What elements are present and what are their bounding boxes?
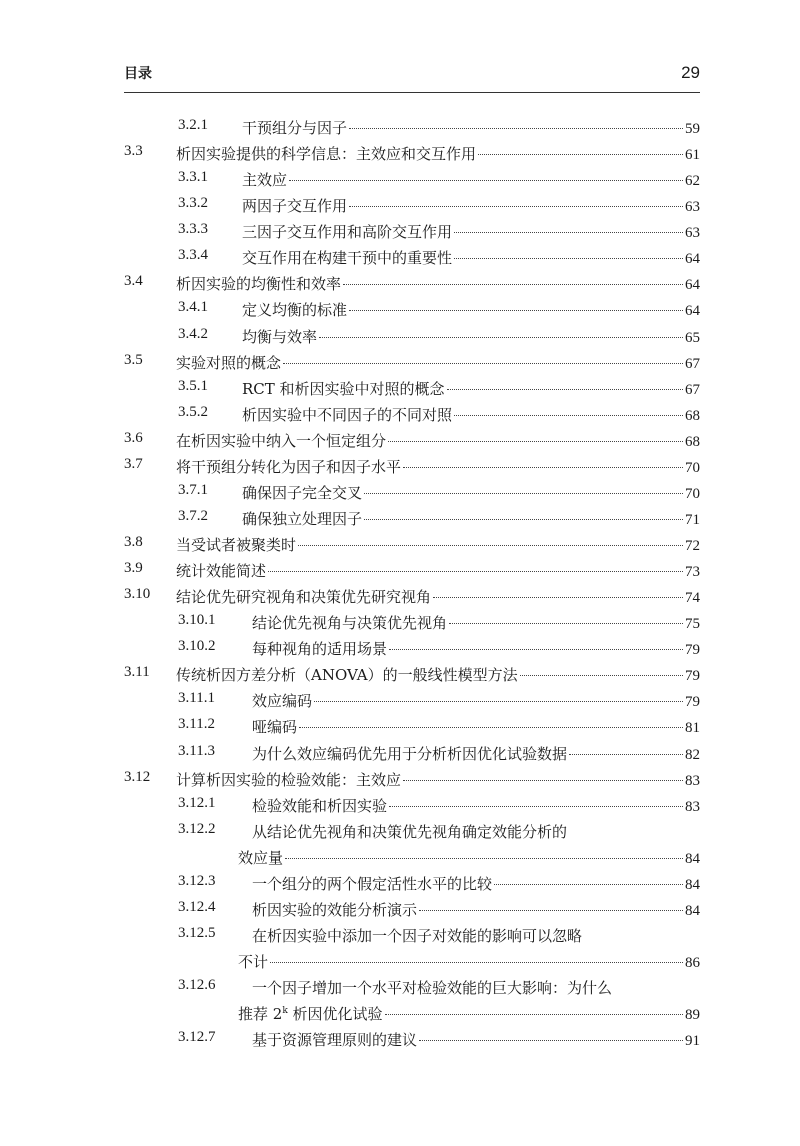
toc-entry-number: 3.4 <box>124 273 143 290</box>
toc-entry-line <box>176 352 700 372</box>
dot-leader <box>364 493 683 494</box>
dot-leader <box>419 910 683 911</box>
toc-entry-line <box>252 690 700 710</box>
toc-entry[interactable] <box>124 870 700 896</box>
table-of-contents <box>124 114 700 1052</box>
toc-entry-page: 64 <box>685 251 700 268</box>
toc-entry[interactable] <box>124 218 700 244</box>
toc-entry-line <box>242 247 700 267</box>
toc-entry[interactable] <box>124 896 700 922</box>
toc-entry-page: 59 <box>685 121 700 137</box>
toc-entry-page: 65 <box>685 329 700 346</box>
toc-entry-line <box>176 586 700 606</box>
toc-entry-line <box>252 977 700 997</box>
dot-leader <box>494 884 683 885</box>
toc-entry-title: 哑编码 <box>252 718 298 737</box>
toc-entry[interactable] <box>124 140 700 166</box>
dot-leader <box>283 363 683 364</box>
toc-entry[interactable] <box>124 583 700 609</box>
dot-leader <box>454 415 683 416</box>
toc-entry-number: 3.7.1 <box>178 481 208 498</box>
toc-entry-title: 结论优先研究视角和决策优先研究视角 <box>176 588 432 607</box>
toc-entry-page: 68 <box>685 433 700 450</box>
toc-entry[interactable] <box>124 296 700 322</box>
toc-entry-number: 3.10.1 <box>178 612 216 629</box>
toc-entry-number: 3.11 <box>124 664 150 681</box>
toc-entry-number: 3.3.1 <box>178 169 208 186</box>
toc-entry-number: 3.11.3 <box>178 742 215 759</box>
toc-entry-title: 两因子交互作用 <box>242 197 348 216</box>
toc-entry[interactable] <box>124 244 700 270</box>
toc-entry-title: 计算析因实验的检验效能：主效应 <box>176 770 402 789</box>
toc-entry-page: 84 <box>685 902 700 919</box>
toc-entry-page: 81 <box>685 720 700 737</box>
dot-leader <box>299 727 683 728</box>
toc-entry[interactable] <box>124 687 700 713</box>
toc-entry[interactable] <box>124 661 700 687</box>
toc-entry-line <box>242 508 700 528</box>
toc-entry-title: 析因实验的均衡性和效率 <box>176 275 342 294</box>
toc-entry[interactable] <box>124 453 700 479</box>
toc-entry-number: 3.5 <box>124 351 143 368</box>
toc-entry[interactable] <box>124 740 700 766</box>
toc-entry[interactable] <box>124 270 700 296</box>
toc-entry-title: 确保因子完全交叉 <box>242 483 363 502</box>
toc-entry-page: 63 <box>685 225 700 242</box>
toc-entry-title: 三因子交互作用和高阶交互作用 <box>242 223 453 242</box>
toc-entry[interactable] <box>124 609 700 635</box>
toc-entry-line <box>242 378 700 398</box>
toc-entry-title: 干预组分与因子 <box>242 119 348 137</box>
dot-leader <box>403 467 683 468</box>
toc-entry-page: 72 <box>685 538 700 554</box>
toc-entry-number: 3.4.2 <box>178 325 208 342</box>
toc-entry-number: 3.12.7 <box>178 1029 216 1046</box>
toc-entry-line <box>176 273 700 293</box>
toc-entry[interactable] <box>124 766 700 792</box>
toc-entry[interactable] <box>124 166 700 192</box>
toc-entry-title: 析因实验的效能分析演示 <box>252 900 418 919</box>
toc-entry-page: 84 <box>685 850 700 867</box>
toc-entry-page: 84 <box>685 876 700 893</box>
toc-entry-line <box>252 899 700 919</box>
dot-leader <box>569 754 683 755</box>
title-part: 推荐 2 <box>238 1005 283 1024</box>
toc-entry-number: 3.3.3 <box>178 221 208 238</box>
toc-entry-page: 79 <box>685 642 700 659</box>
toc-entry[interactable] <box>124 531 700 557</box>
toc-entry-page: 67 <box>685 355 700 372</box>
toc-entry-line-continued <box>238 951 700 971</box>
toc-entry-page: 74 <box>685 590 700 607</box>
toc-entry-page: 70 <box>685 459 700 476</box>
toc-entry-title: 析因实验中不同因子的不同对照 <box>242 405 453 424</box>
toc-entry[interactable] <box>124 635 700 661</box>
toc-entry-line <box>252 795 700 815</box>
toc-entry[interactable] <box>124 818 700 870</box>
running-header <box>124 60 700 86</box>
dot-leader <box>270 962 683 963</box>
toc-entry-title: 每种视角的适用场景 <box>252 640 388 659</box>
toc-entry-number: 3.2.1 <box>178 117 208 133</box>
toc-entry-line <box>242 117 700 137</box>
toc-entry-number: 3.12.2 <box>178 820 216 837</box>
toc-entry-number: 3.10 <box>124 586 151 603</box>
toc-entry-line <box>252 612 700 632</box>
toc-entry-title-continued: 不计 <box>238 952 269 971</box>
dot-leader <box>478 154 683 155</box>
toc-entry-page: 83 <box>685 772 700 789</box>
toc-entry-title: 一个因子增加一个水平对检验效能的巨大影响：为什么 <box>252 979 613 998</box>
toc-entry-page: 71 <box>685 511 700 528</box>
title-part: 析因优化试验 <box>287 1005 383 1024</box>
toc-entry[interactable] <box>124 375 700 401</box>
toc-entry[interactable] <box>124 427 700 453</box>
dot-leader <box>385 1014 683 1015</box>
toc-entry-number: 3.11.1 <box>178 690 215 707</box>
toc-entry[interactable] <box>124 114 700 140</box>
toc-entry-title: 一个组分的两个假定活性水平的比较 <box>252 874 493 893</box>
toc-entry-line-continued <box>238 1003 700 1023</box>
toc-entry-title: 实验对照的概念 <box>176 353 282 372</box>
toc-entry-number: 3.5.1 <box>178 377 208 394</box>
toc-entry-title: 将干预组分转化为因子和因子水平 <box>176 457 402 476</box>
dot-leader <box>314 701 683 702</box>
toc-entry-page: 91 <box>685 1033 700 1050</box>
toc-entry-line <box>242 326 700 346</box>
toc-entry[interactable] <box>124 479 700 505</box>
toc-entry-number: 3.5.2 <box>178 403 208 420</box>
dot-leader <box>389 649 683 650</box>
toc-entry-title: RCT 和析因实验中对照的概念 <box>242 379 445 398</box>
toc-entry[interactable] <box>124 792 700 818</box>
dot-leader <box>343 284 683 285</box>
toc-entry-page: 86 <box>685 954 700 971</box>
toc-entry-line <box>176 534 700 554</box>
dot-leader <box>349 206 683 207</box>
toc-entry-number: 3.12.3 <box>178 872 216 889</box>
toc-entry-title: 在析因实验中添加一个因子对效能的影响可以忽略 <box>252 926 583 945</box>
dot-leader <box>520 675 683 676</box>
toc-entry-number: 3.11.2 <box>178 716 215 733</box>
header-rule <box>124 92 700 93</box>
toc-entry-line <box>252 821 700 841</box>
toc-entry-title: 主效应 <box>242 171 288 190</box>
toc-entry-line <box>242 404 700 424</box>
toc-entry-line <box>242 195 700 215</box>
toc-entry-title: 统计效能简述 <box>176 562 267 581</box>
dot-leader <box>454 258 683 259</box>
dot-leader <box>388 441 683 442</box>
toc-entry-page: 82 <box>685 746 700 763</box>
toc-entry-title: 定义均衡的标准 <box>242 301 348 320</box>
toc-entry-page: 64 <box>685 277 700 294</box>
toc-entry-number: 3.10.2 <box>178 638 216 655</box>
dot-leader <box>389 806 683 807</box>
toc-entry[interactable] <box>124 974 700 1026</box>
dot-leader <box>454 232 683 233</box>
superscript-k: k <box>282 1006 288 1017</box>
toc-entry[interactable] <box>124 1026 700 1052</box>
toc-entry-number: 3.12 <box>124 768 151 785</box>
page-number: 29 <box>681 63 700 82</box>
dot-leader <box>433 597 683 598</box>
toc-entry-page: 79 <box>685 694 700 711</box>
toc-entry-line <box>242 169 700 189</box>
toc-entry-page: 63 <box>685 199 700 216</box>
toc-entry-number: 3.3 <box>124 143 143 160</box>
toc-entry-line <box>252 925 700 945</box>
toc-entry-line <box>252 1029 700 1049</box>
toc-entry[interactable] <box>124 505 700 531</box>
toc-entry-page: 67 <box>685 381 700 398</box>
toc-entry-line <box>252 716 700 736</box>
toc-entry-title: 交互作用在构建干预中的重要性 <box>242 249 453 268</box>
toc-entry[interactable] <box>124 192 700 218</box>
toc-entry-number: 3.7.2 <box>178 507 208 524</box>
toc-entry-page: 68 <box>685 407 700 424</box>
toc-entry-line <box>176 769 700 789</box>
toc-entry-title-continued <box>238 1003 383 1024</box>
toc-entry-page: 62 <box>685 173 700 190</box>
dot-leader <box>419 1040 683 1041</box>
toc-entry-title: 从结论优先视角和决策优先视角确定效能分析的 <box>252 822 568 841</box>
toc-entry[interactable] <box>124 557 700 583</box>
toc-entry-line <box>242 221 700 241</box>
dot-leader <box>364 519 683 520</box>
toc-entry-page: 73 <box>685 564 700 581</box>
toc-entry-title: 检验效能和析因实验 <box>252 796 388 815</box>
toc-entry-page: 79 <box>685 668 700 685</box>
toc-entry-number: 3.12.4 <box>178 898 216 915</box>
toc-entry-title-continued: 效应量 <box>238 848 284 867</box>
toc-entry[interactable] <box>124 922 700 974</box>
dot-leader <box>268 571 683 572</box>
toc-entry-number: 3.12.6 <box>178 977 216 994</box>
toc-entry-title: 析因实验提供的科学信息：主效应和交互作用 <box>176 145 477 164</box>
toc-entry[interactable] <box>124 349 700 375</box>
toc-entry-line <box>242 299 700 319</box>
toc-entry-line <box>252 743 700 763</box>
toc-entry-title: 传统析因方差分析（ANOVA）的一般线性模型方法 <box>176 666 518 685</box>
toc-entry-number: 3.9 <box>124 560 143 577</box>
toc-entry-number: 3.12.1 <box>178 794 216 811</box>
toc-entry-line <box>176 560 700 580</box>
toc-entry-number: 3.8 <box>124 534 143 550</box>
dot-leader <box>298 545 683 546</box>
dot-leader <box>349 310 683 311</box>
toc-entry-line <box>176 430 700 450</box>
toc-entry-title: 结论优先视角与决策优先视角 <box>252 614 448 633</box>
toc-entry-number: 3.4.1 <box>178 299 208 316</box>
section-title: 目录 <box>124 66 152 82</box>
toc-entry[interactable] <box>124 323 700 349</box>
toc-entry-page: 75 <box>685 616 700 633</box>
toc-entry-number: 3.6 <box>124 429 143 446</box>
dot-leader <box>349 128 683 129</box>
toc-entry-title: 为什么效应编码优先用于分析析因优化试验数据 <box>252 744 568 763</box>
toc-entry-page: 61 <box>685 147 700 164</box>
toc-entry-title: 基于资源管理原则的建议 <box>252 1031 418 1050</box>
dot-leader <box>449 623 683 624</box>
toc-entry-line <box>252 638 700 658</box>
toc-entry-page: 70 <box>685 485 700 502</box>
dot-leader <box>447 389 683 390</box>
toc-entry-number: 3.12.5 <box>178 924 216 941</box>
toc-entry[interactable] <box>124 713 700 739</box>
toc-entry-number: 3.3.2 <box>178 195 208 212</box>
toc-entry-title: 当受试者被聚类时 <box>176 536 297 554</box>
toc-entry-line <box>176 664 700 684</box>
dot-leader <box>289 180 683 181</box>
dot-leader <box>319 337 683 338</box>
toc-entry-title: 效应编码 <box>252 692 313 711</box>
toc-entry-page: 83 <box>685 798 700 815</box>
toc-entry-line <box>176 456 700 476</box>
dot-leader <box>403 780 683 781</box>
toc-entry-line <box>242 482 700 502</box>
toc-entry-title: 确保独立处理因子 <box>242 509 363 528</box>
toc-entry-page: 64 <box>685 303 700 320</box>
toc-entry-line <box>176 143 700 163</box>
toc-entry-page: 89 <box>685 1007 700 1024</box>
toc-entry-number: 3.3.4 <box>178 247 208 264</box>
toc-entry-line <box>252 873 700 893</box>
toc-entry-number: 3.7 <box>124 455 143 472</box>
dot-leader <box>285 858 683 859</box>
toc-entry[interactable] <box>124 401 700 427</box>
toc-entry-line-continued <box>238 847 700 867</box>
toc-entry-title: 在析因实验中纳入一个恒定组分 <box>176 431 387 450</box>
toc-entry-title: 均衡与效率 <box>242 327 318 346</box>
